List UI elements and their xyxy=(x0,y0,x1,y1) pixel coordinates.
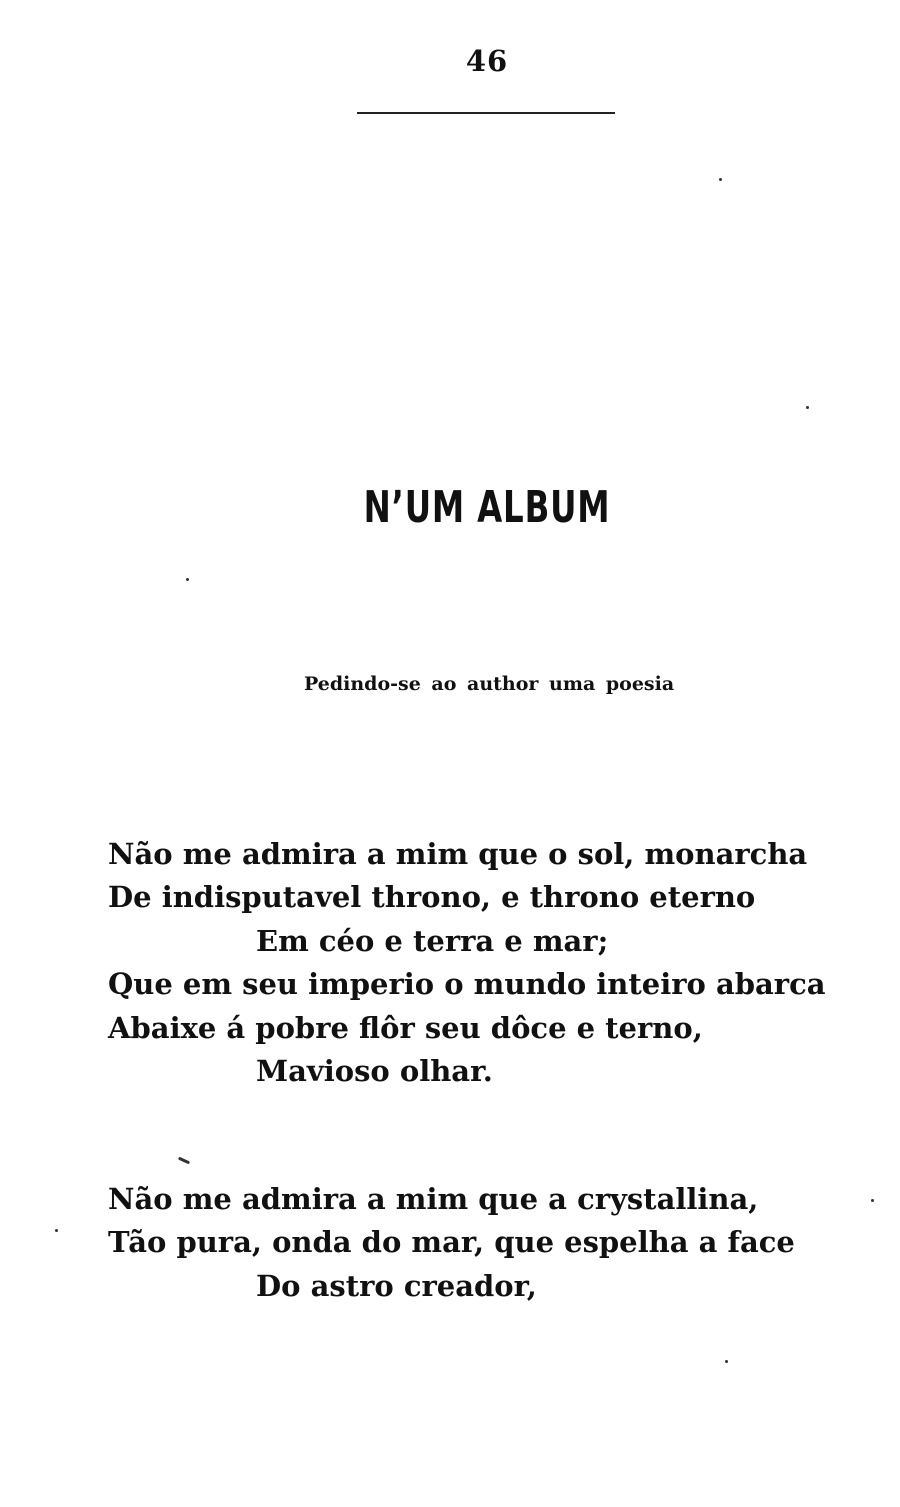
verse-line: Não me admira a mim que a crystallina, xyxy=(108,1182,759,1216)
verse-line: Não me admira a mim que o sol, monarcha xyxy=(108,837,808,871)
verse-line: Tão pura, onda do mar, que espelha a face xyxy=(108,1225,795,1260)
verse-line: Mavioso olhar. xyxy=(256,1053,493,1088)
scan-speck xyxy=(186,578,189,581)
verse-line: Abaixe á pobre flôr seu dôce e terno, xyxy=(108,1010,703,1045)
stanza-1 xyxy=(108,833,826,1093)
scan-speck xyxy=(178,1157,190,1165)
verse-line: Do astro creador, xyxy=(256,1268,537,1303)
verse-line: Em céo e terra e mar; xyxy=(256,923,609,958)
scan-speck xyxy=(55,1229,58,1232)
scan-speck xyxy=(806,406,809,409)
verse-line: Que em seu imperio o mundo inteiro abarca xyxy=(108,967,826,1002)
page-number: 46 xyxy=(465,44,509,78)
poem-title: N’UM ALBUM xyxy=(363,482,611,533)
scan-speck xyxy=(725,1360,728,1363)
poem-subtitle: Pedindo-se ao author uma poesia xyxy=(304,673,675,695)
stanza-2 xyxy=(108,1178,795,1308)
scan-speck xyxy=(871,1199,874,1202)
scan-speck xyxy=(719,178,722,181)
header-rule xyxy=(357,112,615,114)
verse-line: De indisputavel throno, e throno eterno xyxy=(108,880,756,915)
